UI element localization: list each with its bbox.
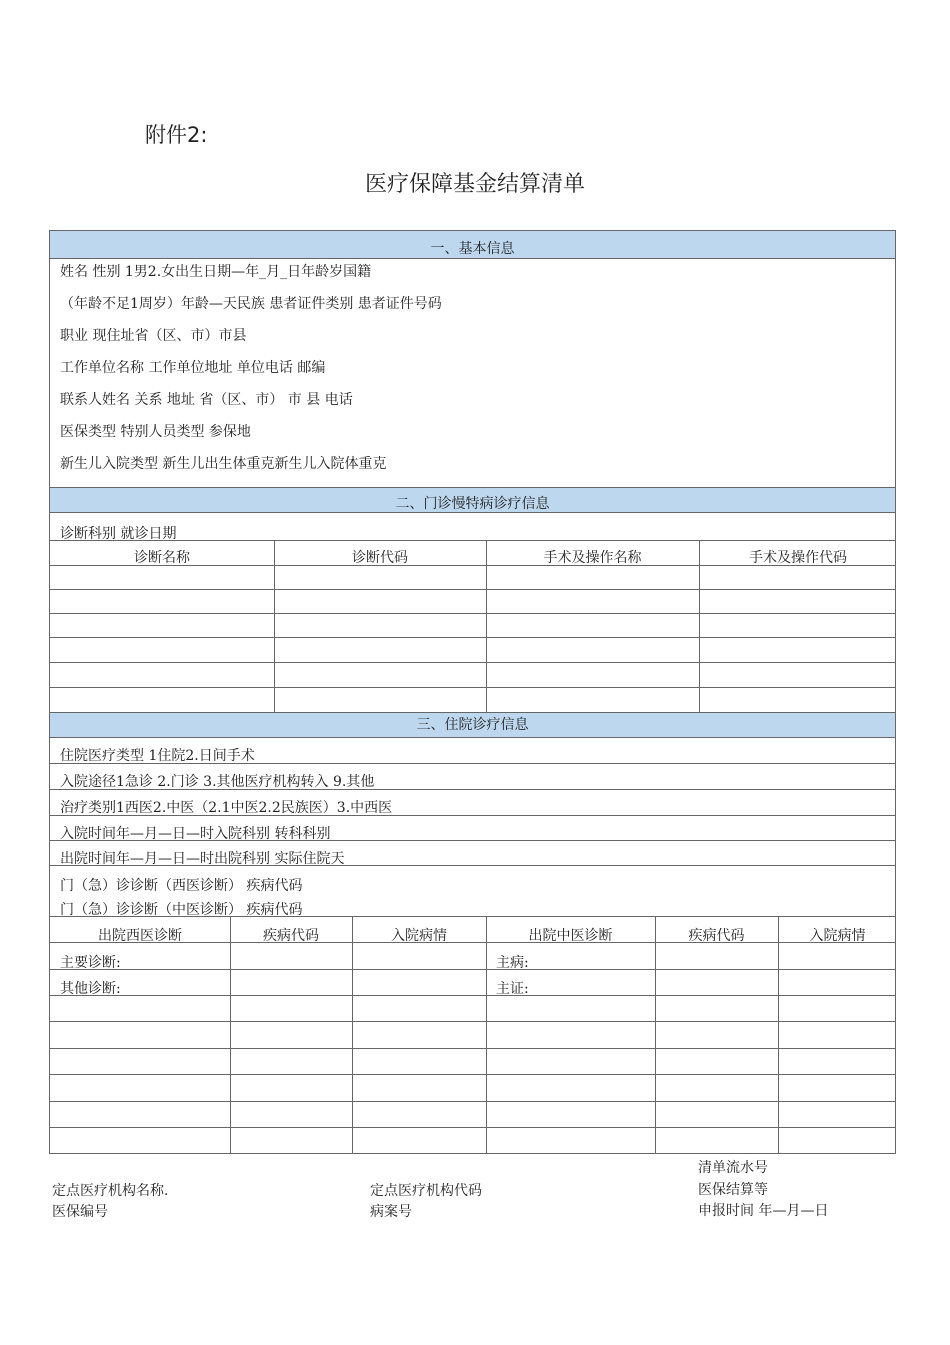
- section-outpatient-header: 二、门诊慢特病诊疗信息: [50, 487, 895, 513]
- footer-institution-code: 定点医疗机构代码: [370, 1183, 482, 1199]
- column-header: 手术及操作名称: [543, 550, 642, 566]
- footer-insurance-number: 医保编号: [52, 1204, 108, 1220]
- column-header: 手术及操作代码: [749, 550, 847, 566]
- inpatient-info-line: 出院时间年—月—日—时出院科别 实际住院天: [60, 851, 345, 867]
- section-basic-info-header: 一、基本信息: [50, 231, 895, 259]
- row-label-main-syndrome: 主证:: [496, 981, 529, 997]
- basic-info-line: 新生儿入院类型 新生儿出生体重克新生儿入院体重克: [60, 456, 387, 472]
- column-header: 诊断名称: [134, 550, 190, 566]
- basic-info-line: 姓名 性别 1男2.女出生日期—年_月_日年龄岁国籍: [60, 264, 372, 280]
- column-header: 出院中医诊断: [528, 928, 613, 944]
- inpatient-info-line: 住院医疗类型 1住院2.日间手术: [60, 748, 255, 764]
- column-header: 疾病代码: [263, 928, 319, 944]
- column-header: 出院西医诊断: [98, 928, 182, 944]
- footer-case-number: 病案号: [370, 1204, 412, 1220]
- inpatient-info-line: 入院途径1急诊 2.门诊 3.其他医疗机构转入 9.其他: [60, 774, 375, 790]
- column-header: 诊断代码: [352, 550, 408, 566]
- basic-info-line: 联系人姓名 关系 地址 省（区、市） 市 县 电话: [60, 392, 353, 408]
- row-label-main-disease: 主病:: [496, 955, 529, 971]
- column-header: 疾病代码: [688, 928, 745, 944]
- basic-info-line: 医保类型 特别人员类型 参保地: [60, 424, 251, 440]
- footer-settlement-level: 医保结算等: [698, 1182, 768, 1198]
- inpatient-info-line: 治疗类别1西医2.中医（2.1中医2.2民族医）3.中西医: [60, 800, 393, 816]
- outpatient-diagnosis-line: 门（急）诊诊断（中医诊断） 疾病代码: [60, 902, 303, 918]
- document-title: 医疗保障基金结算清单: [364, 172, 585, 197]
- row-label-main-diagnosis: 主要诊断:: [60, 955, 121, 971]
- inpatient-info-line: 入院时间年—月—日—时入院科别 转科科别: [60, 826, 331, 842]
- footer-institution-name: 定点医疗机构名称.: [52, 1183, 169, 1199]
- settlement-form: [49, 230, 896, 1154]
- basic-info-line: （年龄不足1周岁）年龄—天民族 患者证件类别 患者证件号码: [60, 296, 442, 312]
- section-inpatient-header: 三、住院诊疗信息: [50, 712, 895, 738]
- outpatient-info-line: 诊断科别 就诊日期: [60, 526, 177, 542]
- column-header: 入院病情: [809, 928, 866, 944]
- basic-info-line: 工作单位名称 工作单位地址 单位电话 邮编: [60, 360, 326, 376]
- footer-serial-number: 清单流水号: [698, 1160, 768, 1176]
- row-label-other-diagnosis: 其他诊断:: [60, 981, 121, 997]
- attachment-label: 附件2:: [145, 123, 208, 147]
- basic-info-line: 职业 现住址省（区、市）市县: [60, 328, 247, 344]
- outpatient-diagnosis-line: 门（急）诊诊断（西医诊断） 疾病代码: [60, 878, 303, 894]
- column-header: 入院病情: [391, 928, 447, 944]
- footer-report-time: 申报时间 年—月—日: [698, 1203, 829, 1219]
